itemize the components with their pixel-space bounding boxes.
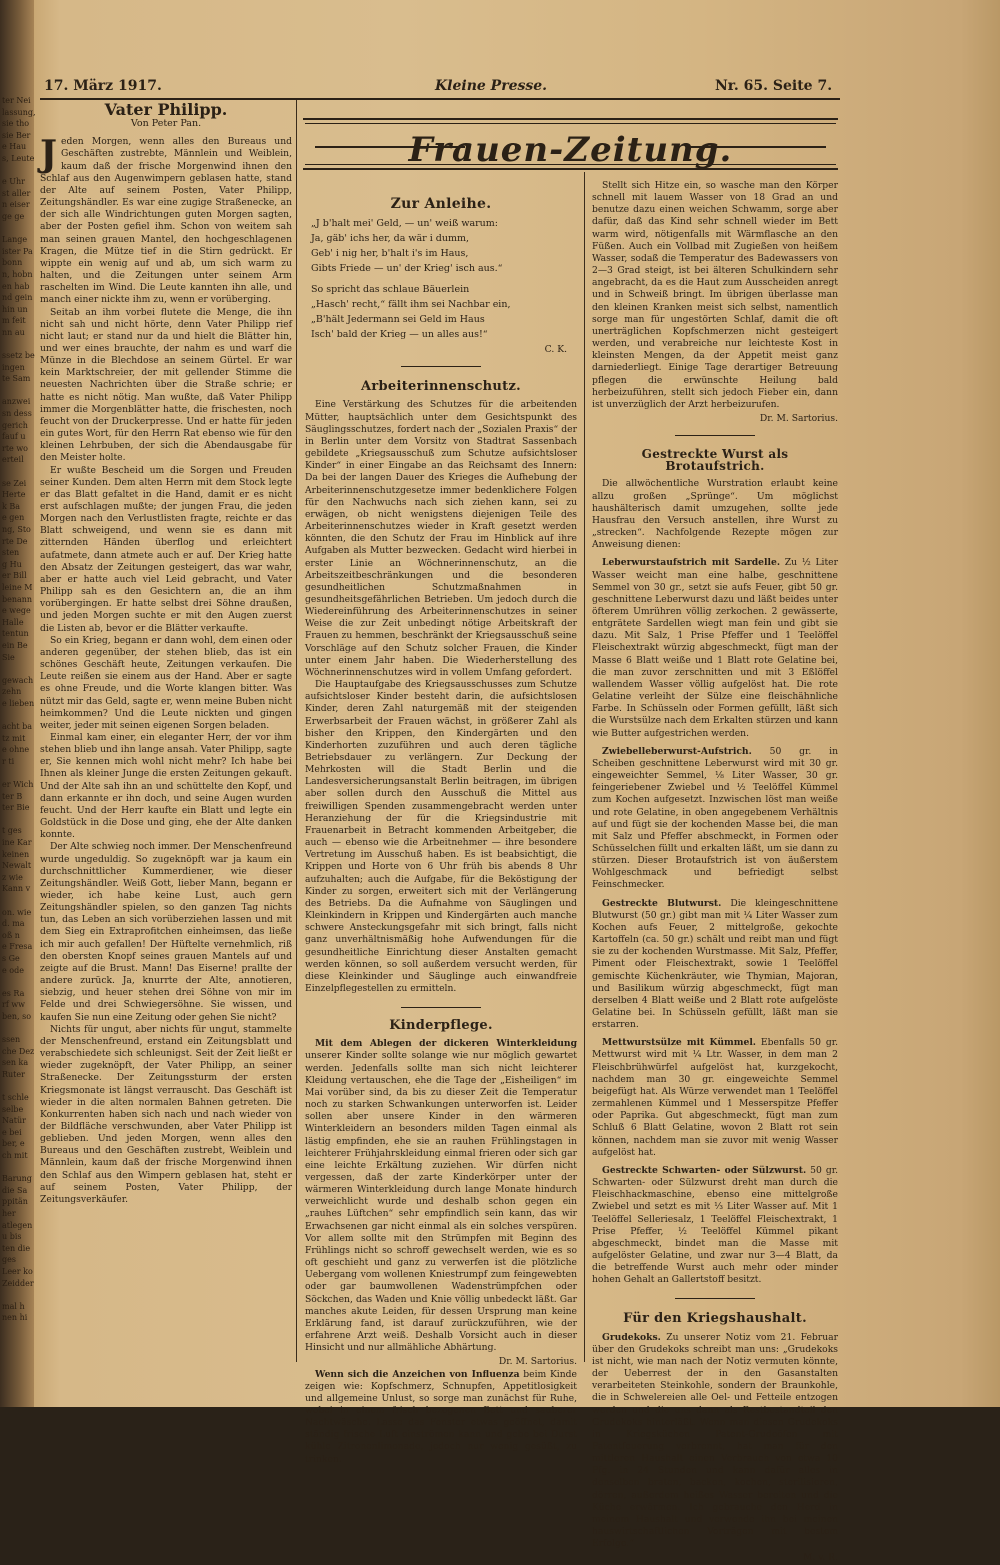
stub-line: [2, 1080, 32, 1092]
paragraph-lead: Mit dem Ablegen der dickeren Winterkleidung: [315, 1038, 577, 1050]
header-date: 17. März 1917.: [44, 78, 162, 94]
stub-line: Newalt: [2, 861, 32, 871]
stub-line: se Zei: [2, 478, 27, 488]
paragraph: Er wußte Bescheid um die Sorgen und Freuden seiner Kunden. Dem alten Herrn mit dem Stock legte er das Blatt gefaltet in die Hand, damit er es nicht erst aufschlagen mußte; der jungen Frau, die jeden Morgen nach den Verlustlisten fragte, reichte er das Blatt schweigend, und wenn sie es dann mit zitternden Händen überflog und erleichtert aufatmete, dann atmete auch er auf. Der Krieg hatte den Absatz der Zeitungen gesteigert, das war wahr, aber er hatte auch viel Leid gebracht, und Vater Philipp sah es den Gesichtern an, die an ihm vorübergingen. Er hatte selbst drei Söhne draußen, und jeden Morgen suchte er mit den Augen zuerst die Listen ab, bevor er die Blätter verkaufte.: [40, 464, 292, 634]
stub-line: e Uhr: [2, 177, 25, 187]
stub-line: leine M: [2, 582, 33, 592]
stub-line: ten die: [2, 1243, 31, 1253]
stub-line: zehn: [2, 687, 22, 697]
stub-line: acht ba: [2, 722, 33, 732]
recipe-text: Zu ½ Liter Wasser weicht man eine halbe, geschnittene Semmel von 30 gr., setzt sie aufs Feuer, gibt 50 gr. geschnittene Leberwurst dazu und läßt beides unter öfterem Umrühren völlig zerkochen. 2 gewässerte, entgrätete Sardellen wiegt man fein und gibt sie dazu. Mit Salz, 1 Prise Pfeffer und 1 Teelöffel Fleischextrakt würzig abgeschmeckt, fügt man der Masse 6 Blatt weiße und 1 Blatt rote Gelatine bei, die man zuvor zerschnitten und mit 3 Eßlöffel wallendem Wasser völlig aufgelöst hat. Die rote Gelatine verleiht der Sülze eine fleischähnliche Farbe. In Schüsseln oder Formen gefüllt, läßt sich die Wurstsülze nach dem Erkalten stürzen und kann wie Butter aufgestrichen werden.: [592, 557, 839, 739]
column-three: [592, 180, 839, 1564]
paragraph: Zu unserer Notiz vom 21. Februar über den Grudekoks schreibt man uns: „Grudekoks ist nicht, wie man nach der Notiz vermuten könnte, der Ueberrest der in den Gasanstalten verarbeiteten Steinkohle, sondern der Braunkohle, die in Schwelereien alle Oel- und Fetteile entzogen werden und die uns dann als Restbestandteil den Grudekoks hinterläßt. Wenn man diesen Grudekoks in Kriegsküchen Patent-Grudeöfen mit Patentfeuerung verbrennt, hat man für den mittleren Haushalt einen Verbrauch von etwa 10 Pfg. in 24 Stunden und kann dafür alles in denselben braten, backen, kochen, sterilisieren, dörren, außerdem heißes Wasser bereiten und die Küche erwärmen. Ich gebrauche den Herd in meinem Haushalt und verwende ihn bei meinen hauswirtschaftlichen Vorträgen mit bestem Erfolge.“: [592, 1331, 838, 1550]
stub-line: t schle: [2, 1093, 29, 1103]
stub-line: ppitän: [2, 1197, 28, 1207]
stub-line: atlegen: [2, 1220, 33, 1230]
column-two: [305, 190, 577, 1465]
stub-line: ssen: [2, 1035, 21, 1045]
stub-line: hin un: [2, 304, 28, 314]
stub-line: ter Bie: [2, 803, 30, 813]
stub-line: sie tho: [2, 119, 30, 129]
frauen-zeitung-banner: [303, 118, 838, 170]
stub-line: n eiser: [2, 200, 30, 210]
article-signature: M. v. R.: [802, 1552, 838, 1564]
stub-line: [2, 338, 32, 350]
stub-line: m feit: [2, 316, 26, 326]
stub-line: [2, 1162, 32, 1174]
paragraph: eden Morgen, wenn alles den Bureaus und Geschäften zustrebte, Männlein und Weiblein, kaum daß der frische Morgenwind ihnen den Schlaf aus den Augenwimpern geblasen hatte, stand der Alte auf seinem Posten, Vater Philipp, Zeitungshändler. Es war eine zugige Straßenecke, an der sich alle Windrichtungen guten Morgen sagten, aber der Posten gefiel ihm. Schon von weitem sah man seinen grauen Mantel, den hochgeschlagenen Kragen, die Mütze tief in die Stirn gedrückt. Er wippte ein wenig auf und ab, um sich warm zu halten, und die Zeitungen unter seinem Arm raschelten im Wind. Die Leute kannten ihn alle, und manch einer nickte ihm zu, wenn er vorüberging.: [40, 136, 292, 306]
stub-line: rf ww: [2, 1000, 26, 1010]
stub-line: sie Ber: [2, 130, 31, 140]
stub-line: [2, 223, 32, 235]
stub-line: oß n: [2, 930, 20, 940]
stub-line: d. ma: [2, 919, 25, 929]
poem-signature: C. K.: [544, 344, 567, 356]
stub-line: ister Pa: [2, 246, 33, 256]
recipe-text: Die kleingeschnittene Blutwurst (50 gr.) gibt man mit ¼ Liter Wasser zum Kochen aufs Feuer, 2 mittelgroße, gekochte Kartoffeln (ca. 50 gr.) schält und reibt man und fügt sie zu der kochenden Wurstmasse. Mit Salz, Pfeffer, Piment oder Fleischextrakt, sowie 1 Teelöffel gemischte Küchenkräuter, wie Thymian, Majoran, und Basilikum würzig abgeschmeckt, fügt man derselben 4 Blatt weiße und 2 Blatt rote aufgelöste Gelatine bei. In Schüsseln gefüllt, läßt man sie erstarren.: [592, 897, 839, 1031]
column-rule: [584, 172, 585, 1362]
stub-line: [2, 466, 32, 478]
stub-line: ingen: [2, 362, 25, 372]
stub-line: rte De: [2, 536, 28, 546]
stub-line: g Hu: [2, 559, 22, 569]
stub-line: erteil: [2, 455, 24, 465]
stub-line: Lange: [2, 235, 28, 245]
section-divider: [401, 1007, 481, 1008]
stub-line: tz mit: [2, 733, 26, 743]
poem-line: Gibts Friede — un' der Krieg' isch aus.“: [311, 263, 503, 275]
stub-line: r ti: [2, 756, 15, 766]
poem-line: „J b'halt mei' Geld, — un' weiß warum:: [311, 218, 498, 230]
stub-line: [2, 1289, 32, 1301]
stub-line: [2, 709, 32, 721]
anleihe-title: Zur Anleihe.: [390, 196, 492, 212]
paragraph: So ein Krieg, begann er dann wohl, dem einen oder anderen gegenüber, der stehen blieb, das ist ein schönes Geschäft heute, Zeitungen verkaufen. Die Leute reißen sie einem aus der Hand. Aber er sagte es ohne Freude, und die Worte klangen bitter. Was nützt mir das Geld, sagte er, wenn meine Buben nicht heimkommen? Und die Leute nickten und gingen weiter, jeder mit seinen eigenen Sorgen beladen.: [40, 634, 292, 731]
drop-cap: J: [40, 133, 58, 176]
stub-line: [2, 663, 32, 675]
stub-line: u bis: [2, 1232, 22, 1242]
stub-line: [2, 165, 32, 177]
banner-title: Frauen-Zeitung.: [408, 130, 733, 170]
stub-line: [2, 895, 32, 907]
stub-line: ter B: [2, 791, 23, 801]
stub-line: s Ge: [2, 953, 20, 963]
recipe-title: Mettwurstsülze mit Kümmel.: [602, 1037, 757, 1049]
stub-line: sn dess: [2, 409, 32, 419]
anleihe-poem: [311, 216, 577, 342]
column-rule: [296, 100, 297, 1362]
stub-line: e ohne: [2, 745, 30, 755]
stub-line: Zeidder: [2, 1278, 34, 1288]
paragraph: Seitab an ihm vorbei flutete die Menge, die ihn nicht sah und nicht hörte, denn Vater Philipp rief nicht laut; er stand nur da und hielt die Blätter hin, und wer eines brauchte, der nahm es und warf die Münze in die Blechdose an seinem Gürtel. Er war kein Marktschreier, der mit gellender Stimme die neuesten Nachrichten über die Straße schrie; er hatte es nicht nötig. Man wußte, daß Vater Philipp immer die Morgenblätter hatte, die frischesten, noch feucht von der Druckerpresse. Und er hatte für jeden ein gutes Wort, für den Herrn Rat ebenso wie für den kleinen Lehrbuben, der sich die Abendausgabe für den Meister holte.: [40, 306, 292, 464]
recipe-title: Leberwurstaufstrich mit Sardelle.: [602, 557, 781, 569]
stub-line: [2, 976, 32, 988]
stub-line: Leer ko: [2, 1266, 33, 1276]
recipe-title: Gestreckte Schwarten- oder Sülzwurst.: [602, 1164, 807, 1176]
stub-line: Herte: [2, 490, 26, 500]
poem-line: So spricht das schlaue Bäuerlein: [311, 284, 470, 296]
article-title: Vater Philipp.: [104, 100, 228, 119]
stub-line: nn au: [2, 327, 25, 337]
stub-line: die Sa: [2, 1185, 28, 1195]
stub-line: Kann v: [2, 884, 31, 894]
stub-line: fauf u: [2, 432, 26, 442]
stub-line: [2, 767, 32, 779]
column-vater-philipp: [40, 102, 292, 1357]
stub-line: Ruter: [2, 1069, 25, 1079]
arbeiterinnen-title: Arbeiterinnenschutz.: [361, 379, 521, 395]
poem-line: „Hasch' recht,“ fällt ihm sei Nachbar ein,: [311, 299, 511, 311]
stub-line: lassung,: [2, 107, 36, 117]
article-signature: Dr. M. Sartorius.: [759, 412, 838, 424]
poem-line: Geb' i nig her, b'halt i's im Haus,: [311, 248, 469, 260]
stub-line: e bei: [2, 1127, 22, 1137]
stub-line: selbe: [2, 1104, 24, 1114]
stub-line: ein Be: [2, 640, 28, 650]
section-divider: [675, 435, 755, 436]
stub-line: nd gein: [2, 293, 33, 303]
stub-line: er Wich: [2, 780, 34, 790]
header-issue-page: Nr. 65. Seite 7.: [715, 78, 833, 94]
stub-line: anzwei: [2, 397, 31, 407]
paragraph-lead: Wenn sich die Anzeichen von Influenza: [315, 1368, 520, 1380]
stub-line: ge ge: [2, 211, 25, 221]
stub-line: ber, e: [2, 1139, 25, 1149]
article-byline: Von Peter Pan.: [130, 118, 202, 130]
stub-line: es Ra: [2, 988, 25, 998]
section-divider: [675, 1298, 755, 1299]
paragraph: Die allwöchentliche Wurstration erlaubt keine allzu großen „Sprünge“. Um möglichst haushälterisch damit umzugehen, sollte jede Hausfrau den Versuch anstellen, ihre Wurst zu „strecken“. Nachfolgende Rezepte mögen zur Anweisung dienen:: [592, 478, 838, 551]
paragraph: Stellt sich Hitze ein, so wasche man den Körper schnell mit lauem Wasser von 18 Grad an und benutze dazu einen weichen Schwamm, sorge aber dafür, daß das Kind sehr schnell wieder im Bett warm wird, nötigenfalls mit Wärmflasche an den Füßen. Auch ein Vollbad mit Zugießen von heißem Wasser, sodaß die Temperatur des Badewassers von 2—3 Grad steigt, ist bei älteren Schulkindern sehr angebracht, da es die Haut zum Ausscheiden anregt und in Schweiß bringt. Im übrigen überlasse man den kleinen Kranken meist sich selbst, namentlich sorge man für ungestörten Schlaf, damit die oft unerträglichen Kopfschmerzen nicht gesteigert werden, und verabreiche nur leichteste Kost in kleinsten Mengen, da der Appetit meist ganz darniederliegt. Einige Tage derartiger Betreuung pflegen die erwünschte Heilung bald herbeizuführen, stellt sich jedoch Fieber ein, dann ist unverzüglich der Arzt herbeizurufen.: [592, 180, 838, 410]
header-paper-name: Kleine Presse.: [435, 78, 548, 94]
article-signature: Dr. M. Sartorius.: [498, 1356, 577, 1368]
stub-line: Halle: [2, 617, 24, 627]
stub-line: [2, 385, 32, 397]
stub-line: tentun: [2, 629, 29, 639]
stub-line: e Fresa: [2, 942, 33, 952]
stub-line: e lieben: [2, 698, 35, 708]
paragraph: Einmal kam einer, ein eleganter Herr, der vor ihm stehen blieb und ihn lange ansah. Vater Philipp, sagte er, Sie kennen mich wohl nicht mehr? Ich habe bei Ihnen als kleiner Junge die ersten Zeitungen gekauft. Und der Alte sah ihn an und schüttelte den Kopf, und dann erkannte er ihn doch, und seine Augen wurden feucht. Und der Herr kaufte ein Blatt und legte ein Goldstück in die Dose und ging, ehe der Alte danken konnte.: [40, 731, 292, 841]
stub-line: her: [2, 1209, 16, 1218]
paragraph: unserer Kinder sollte solange wie nur möglich gewartet werden. Jedenfalls sollte man sich nicht leichterer Kleidung vertauschen, ehe die Tage der „Eisheiligen“ im Mai vorüber sind, da bis zu dieser Zeit die Temperatur noch zu starken Schwankungen unterworfen ist. Leider sollen aber unsere Kinder in den wärmeren Winterkleidern an besonders milden Tagen einmal als lästig empfinden, ehe sie an rauhen Frühlingstagen in leichterer Frühjahrskleidung einmal frieren oder sich gar eine leichte Erkältung zuziehen. Wir dürfen nicht vergessen, daß der zarte Kinderkörper unter der wärmeren Winterkleidung durch lange Monate hindurch verweichlicht wurde und deshalb schon gegen ein „rauhes Lüftchen“ sehr empfindlich sein kann, das wir Erwachsenen gar nicht einmal als ein solches verspüren. Vor allem sollte mit den Strümpfen mit Beginn des Frühlings nicht so schroff gewechselt werden, wie es so oft geschieht und ganz zu verwerfen ist die plötzliche Uebergang vom wollenen Kniestrumpf zum feingewebten oder gar baumwollenen Wadenstrümpfchen oder Söckchen, das Waden und Knie völlig unbedeckt läßt. Gar manches akute Leiden, für dessen Ursprung man keine Erklärung fand, ist darauf zurückzuführen, wie der erfahrene Arzt weiß. Deshalb Vorsicht auch in dieser Hinsicht und nur allmähliche Abhärtung.: [305, 1050, 577, 1354]
stub-line: benann: [2, 594, 33, 604]
paragraph: beim Kinde zeigen wie: Kopfschmerz, Schnupfen, Appetitlosigkeit und allgemeine Unlust, so sorge man zunächst für Ruhe, wobei in einem frisch bezogenen Bett und sauberer Nachtwäsche. Lasse das Fenster etwas geöffnet, damit ständig frische Luft einströmen kann und gebe bei Durst kühle Zitronenlimonade, jedoch nur wenig gesüßt, zu trinken.: [305, 1368, 577, 1465]
stub-line: [2, 1023, 32, 1035]
recipe-title: Zwiebelleberwurst-Aufstrich.: [602, 745, 752, 757]
poem-line: Ja, gäb' ichs her, da wär i dumm,: [311, 233, 470, 245]
stub-line: sen ka: [2, 1058, 29, 1068]
section-divider: [401, 366, 481, 367]
stub-line: ter Nei: [2, 96, 31, 105]
stub-line: e gen: [2, 513, 25, 523]
stub-line: e wege: [2, 606, 31, 616]
stub-line: nen hi: [2, 1313, 28, 1323]
recipe-title: Gestreckte Blutwurst.: [602, 897, 722, 909]
previous-page-stub: [2, 95, 36, 1385]
stub-line: ben, so: [2, 1011, 32, 1021]
stub-line: z wie: [2, 872, 23, 882]
paragraph: Die Hauptaufgabe des Kriegsausschusses zum Schutze aufsichtsloser Kinder besteht darin, die aufsichtslosen Kinder, deren Zahl naturgemäß mit der steigenden Erwerbsarbeit der Frauen wächst, in größerer Zahl als bisher den Krippen, den Kindergärten und den Kinderhorten zuzuführen und auch deren tägliche Betriebsdauer zu verlängern. Zur Deckung der Mehrkosten will die Stadt Berlin und die Landesversicherungsanstalt Berlin beitragen, im übrigen aber sollen durch den Ausschuß die Mittel aus freiwilligen Spenden zusammengebracht werden unter Heranziehung der für die Kriegsindustrie mit Frauenarbeit in Betracht kommenden Arbeitgeber, die auch — ebenso wie die Arbeitnehmer — ihre besondere Vertretung im Ausschuß haben. Es ist beabsichtigt, die Krippen und Horte von 6 Uhr früh bis abends 8 Uhr aufzuhalten; auch die Aufgabe, für die Beköstigung der Kinder zu sorgen, erweitert sich mit der Verlängerung des Betriebs. Da die Aufnahme von Säuglingen und Kleinkindern in Krippen und Kindergärten auch manche schwere Ansteckungsgefahr mit sich bringt, falls nicht ganz unverhältnismäßig hohe Aufwendungen für die gesundheitliche Einrichtung dieser Anstalten gemacht werden können, so soll außerdem versucht werden, für diese Kleinkinder und Säuglinge auch einwandfreie Einzelpflegestellen zu ermitteln.: [305, 679, 577, 994]
stub-line: e Hau: [2, 142, 27, 152]
stub-line: n, hobn: [2, 269, 33, 279]
stub-line: te Sam: [2, 374, 31, 384]
stub-line: gerich: [2, 420, 28, 430]
paragraph: Eine Verstärkung des Schutzes für die arbeitenden Mütter, hauptsächlich unter dem Gesichtspunkt des Säuglingsschutzes, fordert nach der „Sozialen Praxis“ der in Berlin unter dem Vorsitz von Stadtrat Sassenbach gebildete „Kriegsausschuß zum Schutze aufsichtsloser Kinder“ in einer Eingabe an das Reichsamt des Innern: Da bei der langen Dauer des Krieges die Aufhebung der Arbeiterinnenschutzgesetze immer bedenklichere Folgen für den Nachwuchs nach sich ziehen kann, sei zu erwägen, ob nicht wenigstens diejenigen Teile des Arbeiterinnenschutzes wieder in Kraft gesetzt werden könnten, die den Schutz der Frau im Hinblick auf ihre Aufgaben als Mutter bezwecken. Gedacht wird hierbei in erster Linie an Wöchnerinnenschutz, an die Arbeitszeitbeschränkungen und die besonderen gesundheitlichen Schutzmaßnahmen in gesundheitsgefährlichen Betrieben. Um jedoch durch die Wiedereinführung des Arbeiterinnenschutzes in seiner Weise die zur Zeit unbedingt nötige Arbeitskraft der Frauen zu hemmen, beschränkt der Kriegsausschuß seine Vorschläge auf den Schutz solcher Frauen, die Kinder unter einem Jahr haben. Die Wiederherstellung des Wöchnerinnenschutzes wird in vollem Umfang gefordert.: [305, 399, 577, 678]
stub-line: en hab: [2, 281, 30, 291]
recipe-text: 50 gr. in Scheiben geschnittene Leberwurst wird mit 30 gr. eingeweichter Semmel, ⅛ Liter Wasser, 30 gr. feingeriebener Zwiebel und ½ Teelöffel Kümmel zum Kochen aufgesetzt. Inzwischen löst man weiße und rote Gelatine, in oben angegebenem Verhältnis auf und fügt sie der kochenden Masse bei, die man mit Salz und Pfeffer abschmeckt, in Formen oder Schüsselchen füllt und erkalten läßt, um sie dann zu stürzen. Dieser Brotaufstrich ist von äußerstem Wohlgeschmack und befriedigt selbst Feinschmecker.: [592, 745, 838, 891]
stub-line: mal h: [2, 1301, 25, 1311]
stub-line: bonn: [2, 258, 23, 268]
stub-line: ng, Sto: [2, 524, 31, 534]
stub-line: Sie: [2, 652, 15, 662]
stub-line: t ges: [2, 826, 22, 836]
kriegshaushalt-title: Für den Kriegshaushalt.: [623, 1311, 807, 1327]
poem-line: Isch' bald der Krieg — un alles aus!“: [311, 329, 488, 341]
poem-line: „B'hält Jedermann sei Geld im Haus: [311, 314, 485, 326]
page-header: [40, 78, 840, 98]
recipe-text: 50 gr. Schwarten- oder Sülzwurst dreht man durch die Fleischhackmaschine, ebenso eine mittelgroße Zwiebel und setzt es mit ⅓ Liter Wasser auf. Mit 1 Teelöffel Selleriesalz, 1 Teelöffel Fleischextrakt, 1 Prise Pfeffer, ½ Teelöffel Kümmel pikant abgeschmeckt, bindet man die Masse mit aufgelöster Gelatine, und zwar nur 3—4 Blatt, da die betreffende Wurst auch mehr oder minder hohen Gehalt an Gallertstoff besitzt.: [592, 1164, 839, 1286]
stub-line: st aller: [2, 188, 31, 198]
paragraph: Der Alte schwieg noch immer. Der Menschenfreund wurde ungeduldig. So zugeknöpft war ja kaum ein durchschnittlicher Kummerdiener, wie dieser Zeitungshändler. Weiß Gott, lieber Mann, begann er wieder, ich habe keine Lust, auch gern Zeitungshändler spielen, so den ganzen Tag nichts tun, das Leben an sich vorüberziehen lassen und mit dem Sieg ein Extraprofitchen einheimsen, das ließe ich mir auch gefallen! Der Hüftelte vernehmlich, riß den obersten Knopf seines grauen Mantels auf und zeigte auf die Brust. Mann! Das Eiserne! prallte der andere zurück. Ja, knurrte der Alte, annotieren, siebzig, und heuer stehen drei Söhne von mir im Felde und drei Schwiegersöhne. Sie wissen, und kaufen Sie nun eine Zeitung oder gehen Sie nicht?: [40, 841, 292, 1023]
stub-line: on. wie: [2, 907, 32, 917]
stub-line: gewach: [2, 675, 34, 685]
stub-line: s, Leute: [2, 153, 35, 163]
stub-line: ges: [2, 1255, 16, 1265]
stub-line: e ode: [2, 965, 24, 975]
kinderpflege-title: Kinderpflege.: [389, 1018, 493, 1034]
paragraph: Nichts für ungut, aber nichts für ungut, stammelte der Menschenfreund, erstand ein Zeitungsblatt und verabschiedete sich schleunigst. Seit der Zeit ließt er wieder zugeknöpft, der Vater Philipp, an seiner Straßenecke. Der Zeitungssturm der ersten Kriegsmonate ist längst verrauscht. Das Geschäft ist wieder in die alten normalen Bahnen getreten. Die Konkurrenten haben sich nach und nach wieder von der Bildfläche verschwunden, aber Vater Philipp ist geblieben. Und jeden Morgen, wenn alles den Bureaus und den Geschäften zustrebt, Weiblein und Männlein, kaum daß der frische Morgenwind ihnen den Schlaf aus den Wimpern geblasen hat, steht er auf seinem Posten, Vater Philipp, der Zeitungsverkäufer.: [40, 1023, 292, 1205]
stub-line: ine Kar: [2, 838, 32, 847]
wurst-title: Gestreckte Wurst als Brotaufstrich.: [641, 447, 789, 474]
stub-line: che Dez: [2, 1046, 35, 1056]
stub-line: k Ba: [2, 501, 21, 511]
stub-line: rte wo: [2, 443, 28, 453]
stub-line: keinen: [2, 849, 30, 859]
recipe-text: Ebenfalls 50 gr. Mettwurst wird mit ¼ Ltr. Wasser, in dem man 2 Fleischbrühwürfel aufgelöst hat, kurzgekocht, nachdem man 30 gr. eingeweichte Semmel beigefügt hat. Als Würze verwendet man 1 Teelöffel zermahlenen Kümmel und 1 Messerspitze Pfeffer oder Paprika. Gut abgeschmeckt, fügt man zum Schluß 6 Blatt Gelatine, wovon 2 Blatt rot sein können, nachdem man sie zuvor mit wenig Wasser aufgelöst hat.: [592, 1037, 839, 1158]
stub-line: ch mit: [2, 1151, 28, 1161]
stub-line: er Bill: [2, 571, 27, 581]
stub-line: ssetz be: [2, 351, 35, 361]
stub-line: [2, 814, 32, 826]
stub-line: Natür: [2, 1116, 26, 1126]
stub-line: sten: [2, 548, 20, 558]
paragraph-lead: Grudekoks.: [602, 1331, 661, 1343]
stub-line: Barung: [2, 1174, 32, 1184]
